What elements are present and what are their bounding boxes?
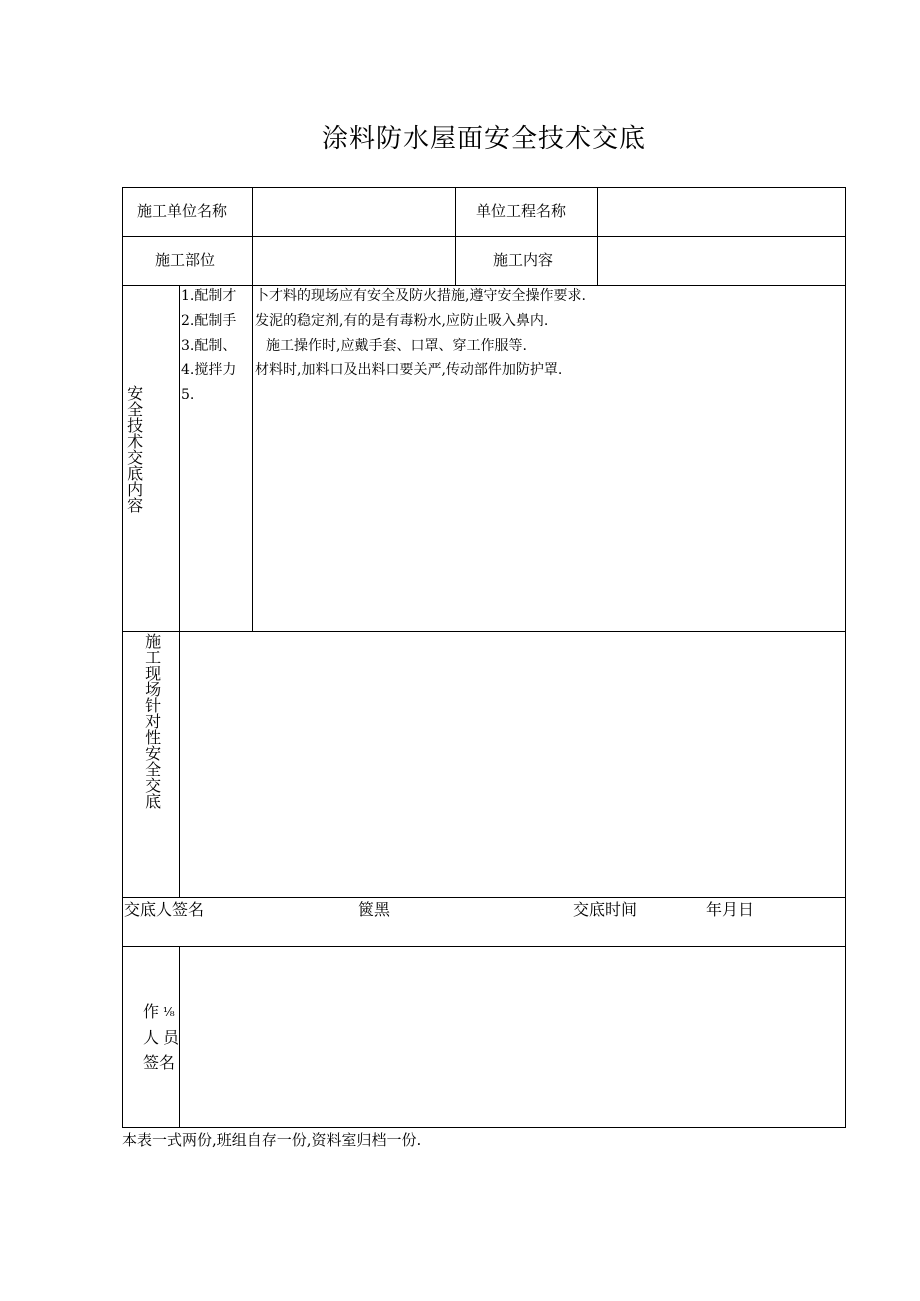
list-item-body: 材料时,加料口及出料口要关严,传动部件加防护罩.: [255, 362, 563, 378]
row-divider: [122, 897, 846, 898]
safety-content-side-label: 安全技术交底内容: [124, 385, 144, 513]
project-name-label: 单位工程名称: [476, 202, 567, 220]
list-item-head: 2.配制手: [181, 313, 237, 329]
list-item-head: 1.配制才: [181, 288, 237, 304]
handover-date-value[interactable]: 年月日: [706, 900, 755, 919]
row-divider: [122, 631, 846, 632]
worker-sign-label-line2: 人员: [143, 1028, 184, 1047]
worker-sign-label-mark: ⅛: [163, 1005, 175, 1019]
table-border-top: [122, 187, 846, 188]
construction-content-label: 施工内容: [493, 251, 554, 269]
column-divider: [179, 285, 180, 897]
column-divider: [597, 187, 598, 286]
worker-sign-label-line1: 作: [143, 1002, 160, 1021]
list-item-body: 卜才料的现场应有安全及防火措施,遵守安全操作要求.: [255, 288, 586, 304]
construction-part-label: 施工部位: [155, 251, 216, 269]
table-border-bottom: [122, 1127, 846, 1128]
column-divider: [252, 187, 253, 632]
table-border-left: [122, 187, 123, 1128]
list-item-head: 5.: [181, 387, 195, 403]
list-item-head: 3.配制、: [181, 338, 237, 354]
signer-value[interactable]: 篋黑: [358, 900, 391, 919]
list-item-head: 4.搅拌力: [181, 362, 237, 378]
table-border-right: [845, 187, 846, 1128]
unit-name-label: 施工单位名称: [137, 202, 228, 220]
page-title: 涂料防水屋面安全技术交底: [321, 124, 646, 154]
site-safety-side-label: 施工现场针对性安全交底: [142, 633, 162, 809]
row-divider: [122, 236, 846, 237]
footer-note: 本表一式两份,班组自存一份,资料室归档一份.: [122, 1131, 422, 1149]
list-item-body: 施工操作时,应戴手套、口罩、穿工作服等.: [266, 338, 527, 354]
signer-label: 交底人签名: [124, 900, 205, 919]
column-divider: [455, 187, 456, 286]
row-divider: [122, 946, 846, 947]
row-divider: [122, 285, 846, 286]
worker-sign-label-line3: 签名: [143, 1053, 176, 1072]
list-item-body: 发泥的稳定剂,有的是有毒粉水,应防止吸入鼻内.: [255, 313, 549, 329]
handover-time-label: 交底时间: [573, 900, 638, 919]
